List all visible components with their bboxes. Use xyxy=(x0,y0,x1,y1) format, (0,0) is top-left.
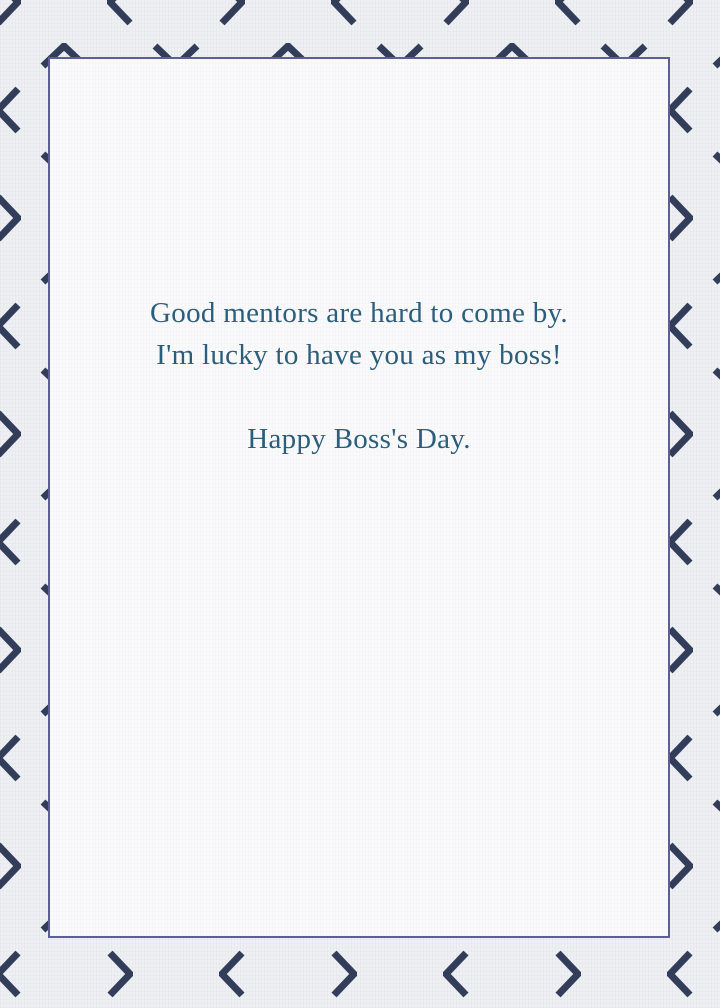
card-message xyxy=(50,292,668,460)
chevron-icon xyxy=(712,43,720,69)
chevron-icon xyxy=(667,0,693,26)
chevron-icon xyxy=(712,259,720,285)
chevron-icon xyxy=(555,950,581,998)
chevron-icon xyxy=(667,842,693,890)
message-line-2: I'm lucky to have you as my boss! xyxy=(156,339,562,371)
chevron-icon xyxy=(667,518,693,566)
chevron-icon xyxy=(0,518,21,566)
chevron-icon xyxy=(712,583,720,609)
chevron-icon xyxy=(712,367,720,393)
chevron-icon xyxy=(0,86,21,134)
chevron-icon xyxy=(667,734,693,782)
chevron-icon xyxy=(219,950,245,998)
chevron-icon xyxy=(0,626,21,674)
chevron-icon xyxy=(712,907,720,933)
chevron-icon xyxy=(107,950,133,998)
chevron-icon xyxy=(667,950,693,998)
chevron-icon xyxy=(331,0,357,26)
message-line-1: Good mentors are hard to come by. xyxy=(150,297,568,329)
chevron-icon xyxy=(107,0,133,26)
chevron-icon xyxy=(712,151,720,177)
chevron-icon xyxy=(0,410,21,458)
chevron-icon xyxy=(331,950,357,998)
chevron-icon xyxy=(555,0,581,26)
chevron-icon xyxy=(0,194,21,242)
chevron-icon xyxy=(0,734,21,782)
chevron-icon xyxy=(667,194,693,242)
message-line-3: Happy Boss's Day. xyxy=(247,423,471,455)
chevron-icon xyxy=(0,0,21,26)
chevron-icon xyxy=(667,410,693,458)
chevron-icon xyxy=(667,302,693,350)
chevron-icon xyxy=(0,842,21,890)
chevron-icon xyxy=(712,691,720,717)
chevron-icon xyxy=(443,950,469,998)
chevron-icon xyxy=(712,475,720,501)
message-spacer xyxy=(50,376,668,418)
chevron-icon xyxy=(0,950,21,998)
greeting-card xyxy=(48,57,670,938)
chevron-icon xyxy=(667,626,693,674)
chevron-icon xyxy=(443,0,469,26)
chevron-icon xyxy=(667,86,693,134)
chevron-icon xyxy=(0,302,21,350)
chevron-icon xyxy=(219,0,245,26)
chevron-icon xyxy=(712,799,720,825)
